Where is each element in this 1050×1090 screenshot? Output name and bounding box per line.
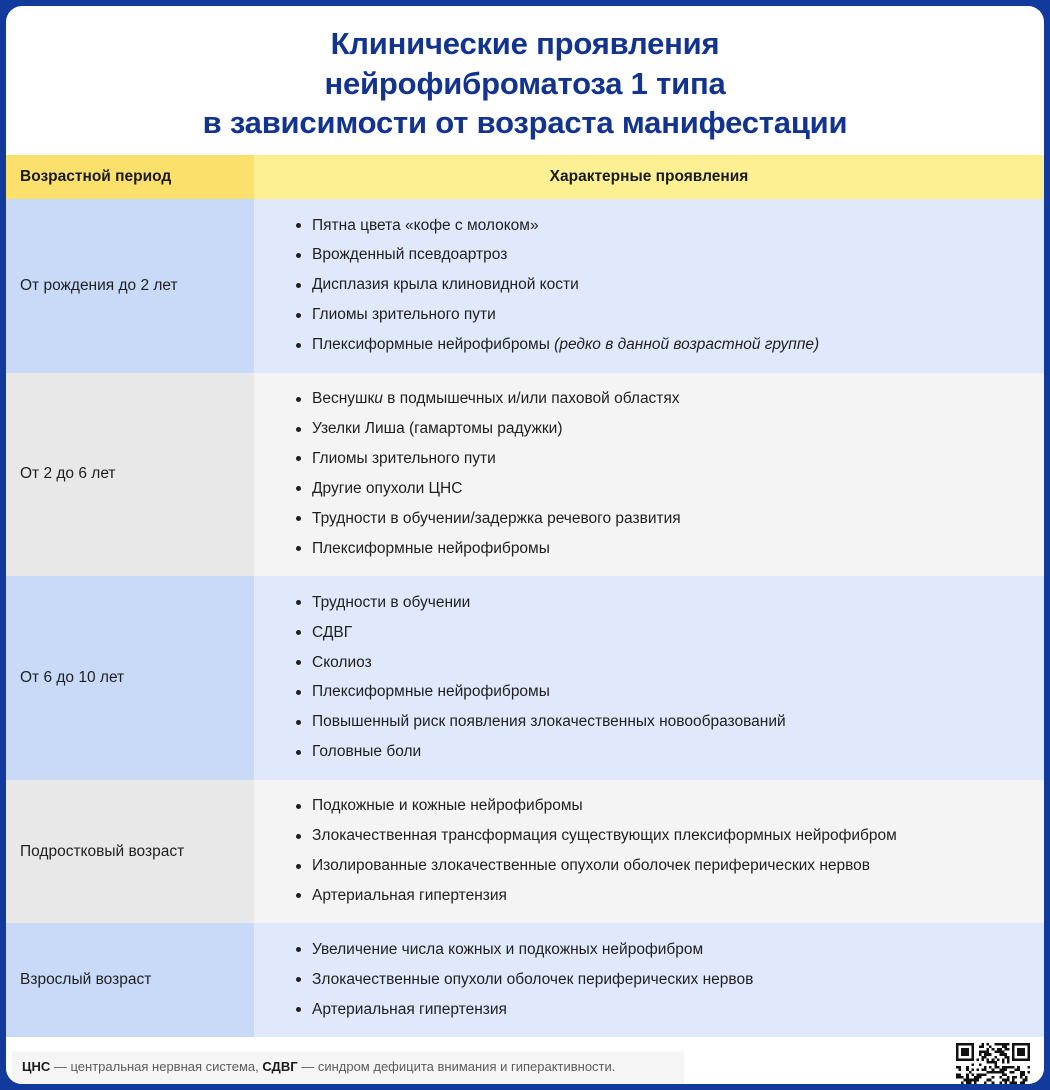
feature-item: Дисплазия крыла клиновидной кости [296, 271, 1026, 301]
features-list [274, 792, 1026, 912]
page-title [6, 6, 1044, 155]
feature-item: Артериальная гипертензия [296, 995, 1026, 1025]
abbr-cns-expansion: — центральная нервная система, [50, 1059, 263, 1075]
title-line-3: в зависимости от возраста манифестации [202, 105, 848, 141]
feature-item-emphasis: (редко в данной возрастной группе) [554, 336, 820, 354]
footer [6, 1037, 1044, 1084]
feature-item: Плексиформные нейрофибромы [296, 534, 1026, 564]
table-body [6, 199, 1044, 1037]
features-cell [254, 923, 1044, 1037]
feature-item: СДВГ [296, 618, 1026, 648]
feature-item: Глиомы зрительного пути [296, 301, 1026, 331]
feature-item: Головные боли [296, 738, 1026, 768]
features-cell [254, 373, 1044, 577]
column-header-features: Характерные проявления [254, 155, 1044, 199]
features-list [274, 385, 1026, 565]
feature-item: Подкожные и кожные нейрофибромы [296, 792, 1026, 822]
feature-item-emphasis: и [374, 390, 383, 408]
feature-item: Плексиформные нейрофибромы [296, 678, 1026, 708]
age-period-cell: От рождения до 2 лет [6, 199, 254, 373]
abbr-cns: ЦНС [22, 1059, 51, 1075]
title-line-1: Клинические проявления [330, 26, 720, 61]
features-list [274, 211, 1026, 361]
qr-code-glyph [956, 1043, 1030, 1084]
age-period-cell: Подростковый возраст [6, 780, 254, 924]
feature-item: Злокачественная трансформация существующих плексиформных нейрофибром [296, 822, 1026, 852]
feature-item: Трудности в обучении/задержка речевого развития [296, 504, 1026, 534]
abbreviation-note [12, 1051, 684, 1084]
qr-code-icon[interactable] [956, 1043, 1030, 1084]
feature-item: Сколиоз [296, 648, 1026, 678]
feature-item: Другие опухоли ЦНС [296, 474, 1026, 504]
table-header-row [6, 155, 1044, 199]
age-period-cell: От 2 до 6 лет [6, 373, 254, 577]
feature-item: Узелки Лиша (гамартомы радужки) [296, 415, 1026, 445]
title-line-2: нейрофиброматоза 1 типа [324, 65, 726, 101]
features-cell [254, 576, 1044, 780]
feature-item: Врожденный псевдоартроз [296, 241, 1026, 271]
clinical-features-table [6, 155, 1044, 1037]
age-period-cell: От 6 до 10 лет [6, 576, 254, 780]
age-period-cell: Взрослый возраст [6, 923, 254, 1037]
feature-item: Плексиформные нейрофибромы (редко в данной возрастной группе) [296, 331, 1026, 361]
feature-item: Пятна цвета «кофе с молоком» [296, 211, 1026, 241]
column-header-age: Возрастной период [6, 155, 254, 199]
table-row [6, 780, 1044, 924]
abbr-adhd-expansion: — синдром дефицита внимания и гиперактивности. [297, 1059, 616, 1075]
abbr-adhd: СДВГ [262, 1059, 298, 1075]
feature-item: Веснушки в подмышечных и/или паховой областях [296, 385, 1026, 415]
feature-item: Глиомы зрительного пути [296, 444, 1026, 474]
features-cell [254, 199, 1044, 373]
feature-item: Увеличение числа кожных и подкожных нейрофибром [296, 935, 1026, 965]
feature-item: Артериальная гипертензия [296, 881, 1026, 911]
table-row [6, 576, 1044, 780]
feature-item: Повышенный риск появления злокачественных новообразований [296, 708, 1026, 738]
features-cell [254, 780, 1044, 924]
table-row [6, 373, 1044, 577]
table-row [6, 199, 1044, 373]
infographic-card [6, 6, 1044, 1084]
feature-item: Злокачественные опухоли оболочек периферических нервов [296, 965, 1026, 995]
feature-item: Трудности в обучении [296, 588, 1026, 618]
features-list [274, 935, 1026, 1025]
feature-item: Изолированные злокачественные опухоли оболочек периферических нервов [296, 852, 1026, 882]
table-row [6, 923, 1044, 1037]
features-list [274, 588, 1026, 768]
